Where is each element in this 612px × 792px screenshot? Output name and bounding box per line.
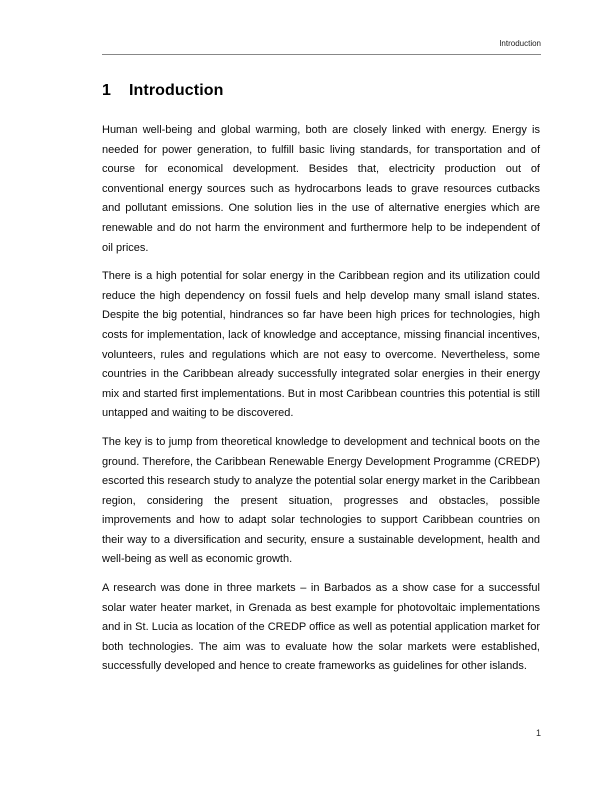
running-header-section-title: Introduction — [499, 39, 541, 48]
running-header — [102, 39, 541, 48]
page-footer — [536, 728, 541, 738]
section-number: 1 — [102, 82, 111, 99]
header-rule — [102, 54, 541, 55]
page-number: 1 — [535, 728, 541, 738]
section-heading — [102, 81, 540, 100]
paragraph-caribbean-potential: There is a high potential for solar energy in the Caribbean region and its utilization could reduce the high dependency on fossil fuels and help develop many small island states. Despite the big potential, hindrances so far have been high prices for technologies, high costs for implementation, lack of knowledge and acceptance, missing financial incentives, volunteers, rules and regulations which are not easy to overcome. Nevertheless, some countries in the Caribbean already successfully integrated solar energies in their energy mix and started first implementations. But in most Caribbean countries this potential is still untapped and waiting to be discovered. — [102, 270, 540, 420]
section-title: Introduction — [129, 82, 224, 99]
paragraph-three-markets: A research was done in three markets – in Barbados as a show case for a successful solar water heater market, in Grenada as best example for photovoltaic implementations and in St. Lucia as location of the CREDP office as well as potential application market for both technologies. The aim was to evaluate how the solar markets were established, successfully developed and hence to create frameworks as guidelines for other islands. — [102, 582, 540, 673]
paragraph-energy-wellbeing: Human well-being and global warming, both are closely linked with energy. Energy is needed for power generation, to fulfill basic living standards, for transportation and of course for economical development. Besides that, electricity production out of conventional energy sources such as hydrocarbons leads to grave resources cutbacks and pollutant emissions. One solution lies in the use of alternative energies which are renewable and do not harm the environment and furthermore help to be independent of oil prices. — [102, 124, 540, 254]
paragraph-credp-study: The key is to jump from theoretical knowledge to development and technical boots on the ground. Therefore, the Caribbean Renewable Energy Development Programme (CREDP) escorted this research study to analyze the potential solar energy market in the Caribbean region, considering the present situation, progresses and obstacles, possible improvements and how to adapt solar technologies to support Caribbean countries on their way to a diversification and security, ensure a sustainable development, health and well-being as well as economic growth. — [102, 435, 540, 566]
page-content — [102, 81, 540, 686]
